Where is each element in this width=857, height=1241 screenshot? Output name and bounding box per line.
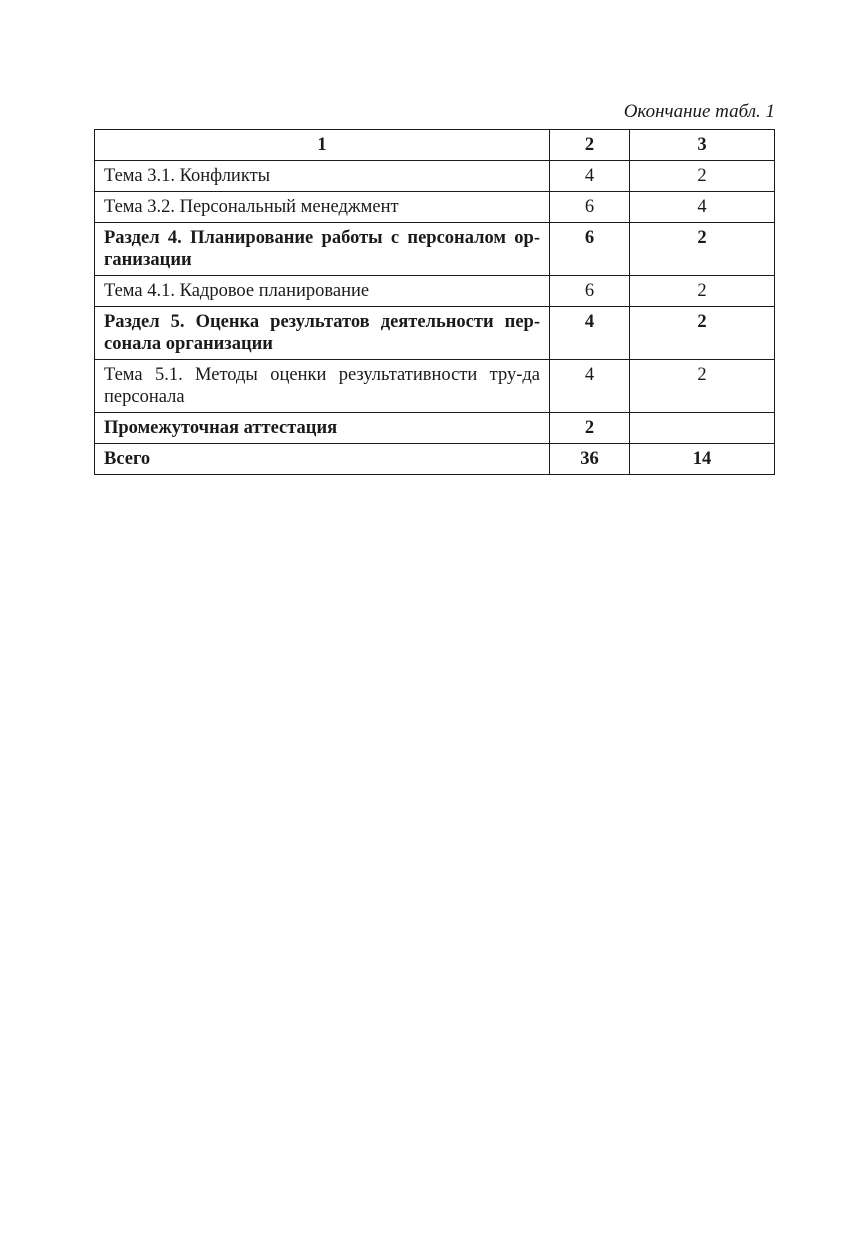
table-header-row [95,130,775,161]
data-table [94,129,775,475]
row-value-3: 2 [630,360,775,413]
table-row-total [95,444,775,475]
header-cell-1: 1 [95,130,550,161]
row-value-3: 4 [630,192,775,223]
table-row-section [95,307,775,360]
row-label: Промежуточная аттестация [95,413,550,444]
row-value-2: 6 [550,276,630,307]
row-value-3: 2 [630,161,775,192]
row-value-2: 4 [550,360,630,413]
row-value-3 [630,413,775,444]
row-value-3: 2 [630,276,775,307]
row-value-3: 2 [630,307,775,360]
row-label: Тема 4.1. Кадровое планирование [95,276,550,307]
row-value-2: 6 [550,223,630,276]
row-value-2: 4 [550,307,630,360]
row-value-2: 2 [550,413,630,444]
row-label: Тема 5.1. Методы оценки результативности тру-да персонала [95,360,550,413]
row-value-2: 4 [550,161,630,192]
table-row [95,276,775,307]
row-value-3: 2 [630,223,775,276]
table-row [95,192,775,223]
row-label: Тема 3.1. Конфликты [95,161,550,192]
table-caption: Окончание табл. 1 [623,101,775,122]
header-cell-2: 2 [550,130,630,161]
table-row-attestation [95,413,775,444]
row-label: Всего [95,444,550,475]
row-value-2: 36 [550,444,630,475]
row-label: Раздел 5. Оценка результатов деятельности пер-сонала организации [95,307,550,360]
table-row [95,161,775,192]
table-row-section [95,223,775,276]
row-label: Раздел 4. Планирование работы с персоналом ор-ганизации [95,223,550,276]
header-cell-3: 3 [630,130,775,161]
row-value-2: 6 [550,192,630,223]
table-row [95,360,775,413]
row-value-3: 14 [630,444,775,475]
row-label: Тема 3.2. Персональный менеджмент [95,192,550,223]
